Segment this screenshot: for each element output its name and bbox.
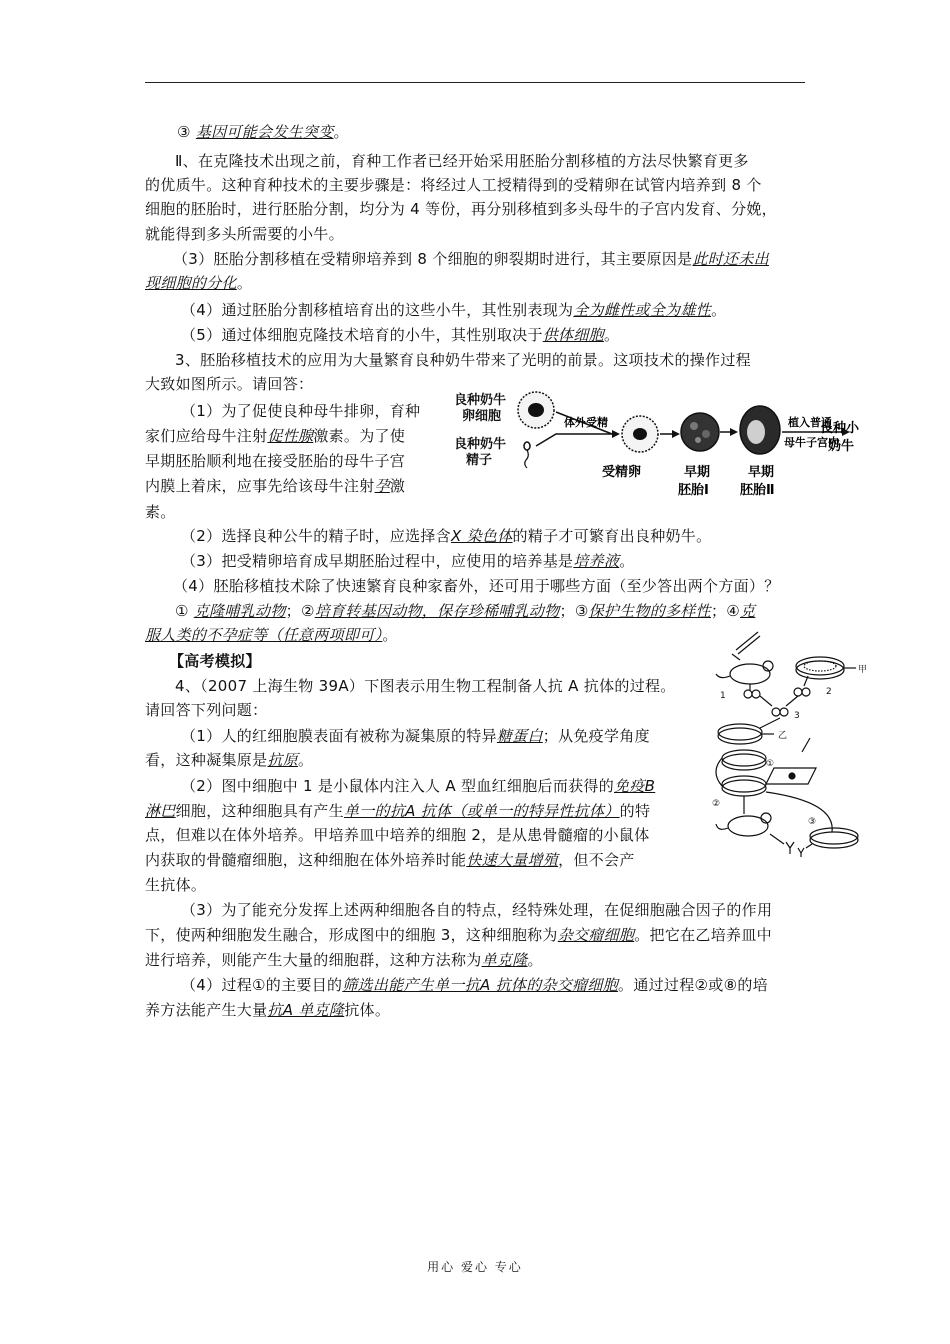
- q2-q3-line2: 现细胞的分化。: [145, 274, 253, 292]
- fig1-result-label-1: 良种小: [820, 421, 860, 436]
- q4-a2-line1: （2）图中细胞中 1 是小鼠体内注入人 A 型血红细胞后而获得的免疫B: [181, 777, 656, 795]
- egg-cell-icon: [518, 392, 554, 428]
- q4-a4-line2: 养方法能产生大量抗A 单克隆抗体。: [145, 1001, 391, 1019]
- fig2-label-yi: 乙: [778, 731, 788, 741]
- fig1-egg-label-1: 良种奶牛: [454, 393, 507, 408]
- q4-a2-line3: 点，但难以在体外培养。甲培养皿中培养的细胞 2，是从患骨髓瘤的小鼠体: [145, 826, 650, 844]
- q2-item3: ③ 基因可能会发生突变。: [177, 123, 349, 141]
- fig1-egg-label-2: 卵细胞: [462, 409, 502, 424]
- q4-a3-line1: （3）为了能充分发挥上述两种细胞各自的特点，经特殊处理，在促细胞融合因子的作用: [181, 901, 773, 919]
- q4-line1: 4、（2007 上海生物 39A）下图表示用生物工程制备人抗 A 抗体的过程。: [175, 677, 676, 695]
- q3-s1-line2: 家们应给母牛注射促性腺激素。为了使: [145, 427, 406, 445]
- fig2-label-circle-3: ③: [808, 817, 817, 827]
- embryo-transfer-figure: [452, 388, 870, 498]
- fig1-embryo2-label-1: 早期: [748, 465, 775, 480]
- fig2-label-jia: 甲: [858, 665, 868, 675]
- fig1-arrow1-label: 体外受精: [564, 416, 608, 429]
- mouse-icon: [716, 661, 773, 684]
- zygote-icon: [622, 416, 658, 452]
- section-title: 【高考模拟】: [169, 652, 261, 670]
- q3-s1-line1: （1）为了促使良种母牛排卵，育种: [181, 402, 421, 420]
- page-footer: 用心 爱心 专心: [427, 1260, 523, 1274]
- fig2-label-circle-2: ②: [712, 799, 721, 809]
- fig1-embryo1-label-2: 胚胎Ⅰ: [678, 483, 709, 498]
- q4-a2-line5: 生抗体。: [145, 876, 207, 894]
- q2-partII-line4: 就能得到多头所需要的小牛。: [145, 225, 344, 243]
- fig1-sperm-label-2: 精子: [466, 453, 493, 468]
- petri-dish-yi-icon: [718, 724, 762, 744]
- sperm-icon: [524, 442, 530, 468]
- fig1-embryo2-label-2: 胚胎Ⅱ: [740, 483, 775, 498]
- antibody-icon: [786, 842, 804, 857]
- fig2-label-circle-1: ①: [766, 759, 775, 769]
- q2-q4: （4）通过胚胎分割移植培育出的这些小牛，其性别表现为全为雌性或全为雄性。: [181, 301, 727, 319]
- early-embryo-2-icon: [740, 406, 780, 454]
- q3-s1-line4: 内膜上着床，应事先给该母牛注射孕激: [145, 477, 406, 495]
- q3-s4: （4）胚胎移植技术除了快速繁育良种家畜外，还可用于哪些方面（至少答出两个方面）？: [173, 577, 780, 595]
- q4-a2-line2: 淋巴细胞，这种细胞具有产生单一的抗A 抗体（或单一的特异性抗体）的特: [145, 802, 651, 820]
- q2-q3-line1: （3）胚胎分割移植在受精卵培养到 8 个细胞的卵裂期时进行，其主要原因是此时还未出: [173, 250, 769, 268]
- q4-a2-line4: 内获取的骨髓瘤细胞，这种细胞在体外培养时能快速大量增殖，但不会产: [145, 851, 635, 869]
- q4-a4-line1: （4）过程①的主要目的筛选出能产生单一抗A 抗体的杂交瘤细胞。通过过程②或⑧的培: [181, 976, 768, 994]
- mouse-bottom-icon: [716, 813, 771, 836]
- syringe-icon: [732, 632, 760, 660]
- q2-partII-line2: 的优质牛。这种育种技术的主要步骤是：将经过人工授精得到的受精卵在试管内培养到 8 个: [145, 176, 762, 194]
- q3-s3: （3）把受精卵培育成早期胚胎过程中，应使用的培养基是培养液。: [181, 552, 635, 570]
- q4-a1-line2: 看，这种凝集原是抗原。: [145, 751, 314, 769]
- fig2-label-1: 1: [720, 691, 726, 701]
- monoclonal-antibody-figure: [712, 628, 868, 864]
- header-rule: [145, 82, 805, 83]
- fig1-arrow2-label-2: 母牛子宫内: [784, 436, 839, 449]
- fig1-zygote-label: 受精卵: [602, 465, 642, 480]
- q4-a3-line2: 下，使两种细胞发生融合，形成图中的细胞 3，这种细胞称为杂交瘤细胞。把它在乙培养皿中: [145, 926, 772, 944]
- fig1-sperm-label-1: 良种奶牛: [454, 437, 507, 452]
- q2-partII-line3: 细胞的胚胎时，进行胚胎分割，均分为 4 等份，再分别移植到多头母牛的子宫内发育、分娩，: [145, 200, 777, 218]
- q3-s1-line5: 素。: [145, 503, 176, 521]
- fig1-embryo1-label-1: 早期: [684, 465, 711, 480]
- early-embryo-1-icon: [681, 413, 719, 451]
- q3-intro-line1: 3、胚胎移植技术的应用为大量繁育良种奶牛带来了光明的前景。这项技术的操作过程: [175, 351, 751, 369]
- q2-partII-line1: Ⅱ、在克隆技术出现之前，育种工作者已经开始采用胚胎分割移植的方法尽快繁育更多: [175, 152, 749, 170]
- document-body: [145, 120, 805, 1040]
- fig1-arrow2-label-1: 植入普通: [788, 416, 832, 429]
- q3-s4-answer-line1: ① 克隆哺乳动物；②培育转基因动物，保存珍稀哺乳动物；③保护生物的多样性；④克: [175, 602, 756, 620]
- q3-s4-answer-line2: 服人类的不孕症等（任意两项即可）。: [145, 626, 398, 644]
- slide-icon: [766, 768, 816, 784]
- fig1-result-label-2: 奶牛: [828, 439, 855, 454]
- q3-s1-line3: 早期胚胎顺利地在接受胚胎的母牛子宫: [145, 452, 406, 470]
- q3-s2: （2）选择良种公牛的精子时，应选择含X 染色体的精子才可繁育出良种奶牛。: [181, 527, 712, 545]
- q3-intro-line2: 大致如图所示。请回答：: [145, 375, 314, 393]
- q4-a3-line3: 进行培养，则能产生大量的细胞群，这种方法称为单克隆。: [145, 951, 543, 969]
- q2-q5: （5）通过体细胞克隆技术培育的小牛，其性别取决于供体细胞。: [181, 326, 620, 344]
- q4-a1-line1: （1）人的红细胞膜表面有被称为凝集原的特异糖蛋白；从免疫学角度: [181, 727, 650, 745]
- q4-line2: 请回答下列问题：: [145, 701, 268, 719]
- fig2-label-2: 2: [826, 687, 832, 697]
- petri-dish-jia-icon: [796, 657, 844, 679]
- fig2-label-3: 3: [794, 711, 800, 721]
